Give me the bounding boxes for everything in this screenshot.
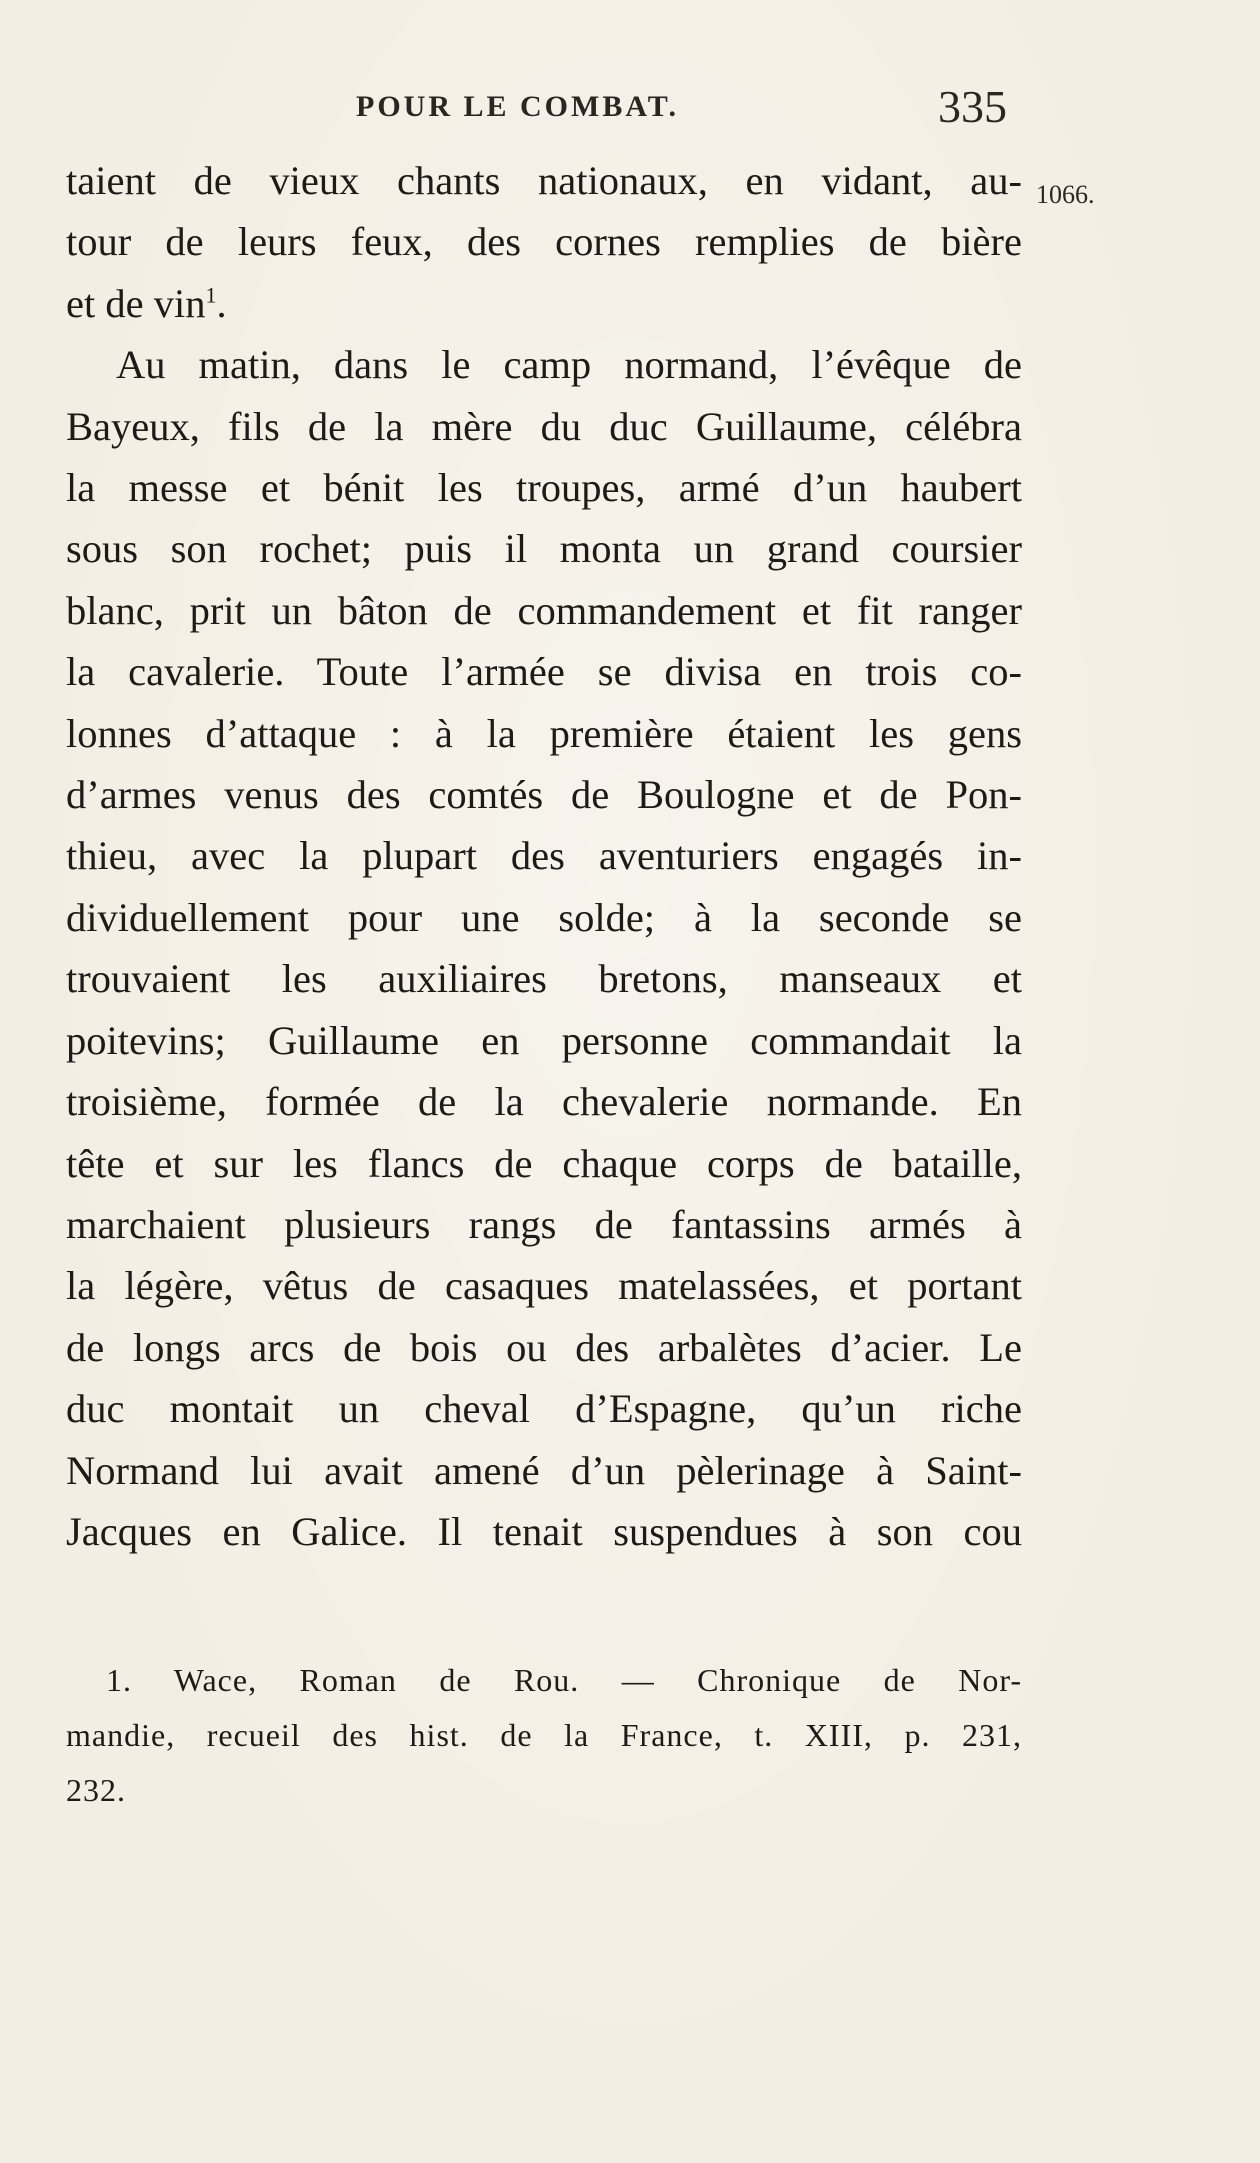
text-line-14: trouvaient les auxiliaires bretons, manseaux et [66,956,1022,1002]
text-line-13: dividuellement pour une solde; à la seconde se [66,894,1022,940]
text-line-4: Au matin, dans le camp normand, l’évêque de [116,342,1022,388]
text-line-3 [66,273,1022,334]
text-line-11: d’armes venus des comtés de Boulogne et de Pon- [66,772,1022,818]
footnote-line-2: mandie, recueil des hist. de la France, t. XIII, p. 231, [66,1717,1022,1753]
text-line-21: duc montait un cheval d’Espagne, qu’un riche [66,1386,1022,1432]
text-line-16: troisième, formée de la chevalerie normande. En [66,1079,1022,1125]
running-title: POUR LE COMBAT. [356,90,680,123]
footnote-reference: 1 [205,282,217,308]
text-line-3-end: . [216,280,227,326]
text-line-8: blanc, prit un bâton de commandement et fit ranger [66,587,1022,633]
text-line-17: tête et sur les flancs de chaque corps de bataille, [66,1140,1022,1186]
footnotes [66,1653,1022,1818]
text-line-15: poitevins; Guillaume en personne commandait la [66,1017,1022,1063]
text-line-3-content: et de vin [66,280,206,326]
text-line-1: taient de vieux chants nationaux, en vidant, au- [66,158,1022,203]
text-line-20: de longs arcs de bois ou des arbalètes d’acier. Le [66,1324,1022,1370]
text-line-7: sous son rochet; puis il monta un grand coursier [66,526,1022,572]
text-line-18: marchaient plusieurs rangs de fantassins armés à [66,1201,1022,1247]
text-line-2: tour de leurs feux, des cornes remplies de bière [66,219,1022,265]
text-line-9: la cavalerie. Toute l’armée se divisa en trois co- [66,649,1022,695]
main-text [66,150,1022,1562]
text-line-19: la légère, vêtus de casaques matelassées, et portant [66,1263,1022,1309]
footnote-line-1: 1. Wace, Roman de Rou. — Chronique de Nor- [106,1662,1022,1698]
text-line-6: la messe et bénit les troupes, armé d’un haubert [66,465,1022,511]
text-line-5: Bayeux, fils de la mère du duc Guillaume, célébra [66,403,1022,449]
page-number: 335 [938,81,1007,132]
text-line-12: thieu, avec la plupart des aventuriers engagés in- [66,833,1022,879]
text-line-22: Normand lui avait amené d’un pèlerinage à Saint- [66,1447,1022,1493]
footnote-line-3: 232. [66,1772,126,1808]
margin-year-note: 1066. [1036,180,1095,209]
text-line-10: lonnes d’attaque : à la première étaient les gens [66,710,1022,756]
text-line-23: Jacques en Galice. Il tenait suspendues à son cou [66,1508,1022,1554]
